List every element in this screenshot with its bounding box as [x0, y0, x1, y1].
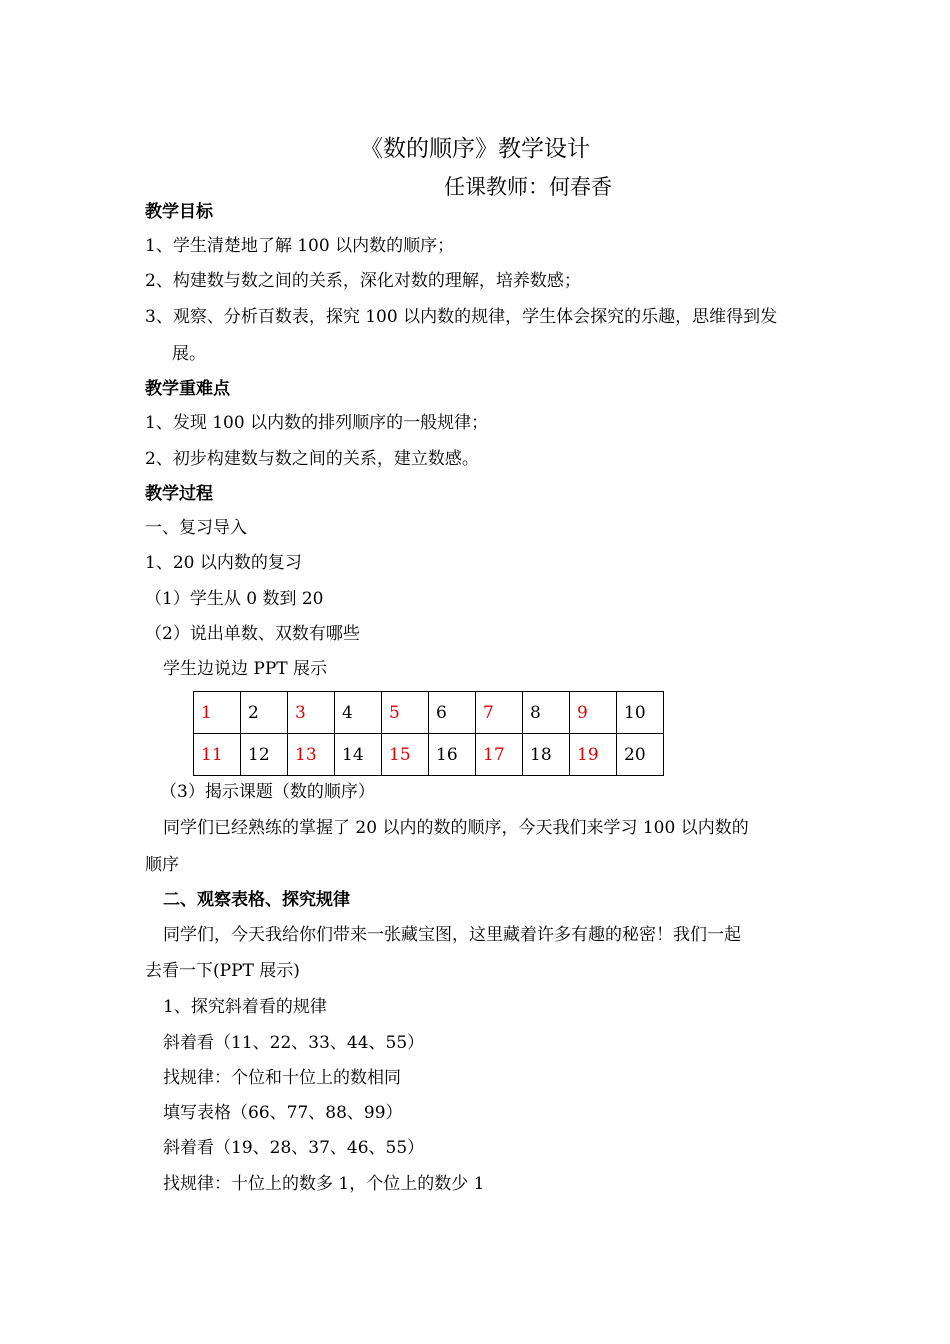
table-row: [194, 734, 664, 776]
table-cell: 3: [288, 692, 335, 734]
table-cell: 7: [476, 692, 523, 734]
table-cell: 4: [335, 692, 382, 734]
table-cell: 14: [335, 734, 382, 776]
part2-line: 找规律：个位和十位上的数相同: [163, 1068, 401, 1088]
table-cell: 6: [429, 692, 476, 734]
part2-line: 找规律：十位上的数多 1，个位上的数少 1: [163, 1174, 485, 1194]
table-cell: 9: [570, 692, 617, 734]
table-cell: 17: [476, 734, 523, 776]
part2-heading: 二、观察表格、探究规律: [163, 890, 350, 910]
part1-step: （3）揭示课题（数的顺序）: [160, 782, 375, 802]
table-cell: 10: [617, 692, 664, 734]
ppt-note: 学生边说边 PPT 展示: [163, 659, 328, 679]
part2-line: 填写表格（66、77、88、99）: [163, 1103, 403, 1123]
table-row: [194, 692, 664, 734]
teacher-name: 任课教师：何春香: [444, 175, 612, 199]
table-cell: 13: [288, 734, 335, 776]
goal-item-continuation: 展。: [172, 344, 206, 364]
key-points-heading: 教学重难点: [145, 379, 230, 399]
table-cell: 5: [382, 692, 429, 734]
intro-paragraph-line: 同学们已经熟练的掌握了 20 以内的数的顺序，今天我们来学习 100 以内数的: [163, 818, 749, 838]
part1-heading: 一、复习导入: [145, 518, 247, 538]
table-cell: 11: [194, 734, 241, 776]
goal-item: 2、构建数与数之间的关系，深化对数的理解，培养数感；: [145, 271, 581, 291]
part2-paragraph-line: 去看一下(PPT 展示): [145, 961, 300, 981]
part1-sub-heading: 1、20 以内数的复习: [145, 553, 302, 573]
process-heading: 教学过程: [145, 484, 213, 504]
table-cell: 2: [241, 692, 288, 734]
key-point-item: 2、初步构建数与数之间的关系，建立数感。: [145, 449, 479, 469]
goals-heading: 教学目标: [145, 202, 213, 222]
part2-sub-heading: 1、探究斜着看的规律: [163, 997, 327, 1017]
table-cell: 20: [617, 734, 664, 776]
part2-line: 斜着看（11、22、33、44、55）: [163, 1033, 425, 1053]
table-cell: 1: [194, 692, 241, 734]
document-title: 《数的顺序》教学设计: [360, 136, 590, 162]
part1-step: （2）说出单数、双数有哪些: [145, 624, 360, 644]
table-cell: 19: [570, 734, 617, 776]
part2-line: 斜着看（19、28、37、46、55）: [163, 1138, 425, 1158]
table-cell: 16: [429, 734, 476, 776]
table-cell: 8: [523, 692, 570, 734]
goal-item: 3、观察、分析百数表，探究 100 以内数的规律，学生体会探究的乐趣，思维得到发: [145, 307, 778, 327]
table-cell: 18: [523, 734, 570, 776]
key-point-item: 1、发现 100 以内数的排列顺序的一般规律；: [145, 413, 489, 433]
part2-paragraph-line: 同学们，今天我给你们带来一张藏宝图，这里藏着许多有趣的秘密！我们一起: [163, 925, 741, 945]
table-cell: 15: [382, 734, 429, 776]
goal-item: 1、学生清楚地了解 100 以内数的顺序；: [145, 236, 455, 256]
table-cell: 12: [241, 734, 288, 776]
intro-paragraph-line: 顺序: [145, 855, 179, 875]
part1-step: （1）学生从 0 数到 20: [145, 589, 324, 609]
number-table: [193, 691, 664, 776]
